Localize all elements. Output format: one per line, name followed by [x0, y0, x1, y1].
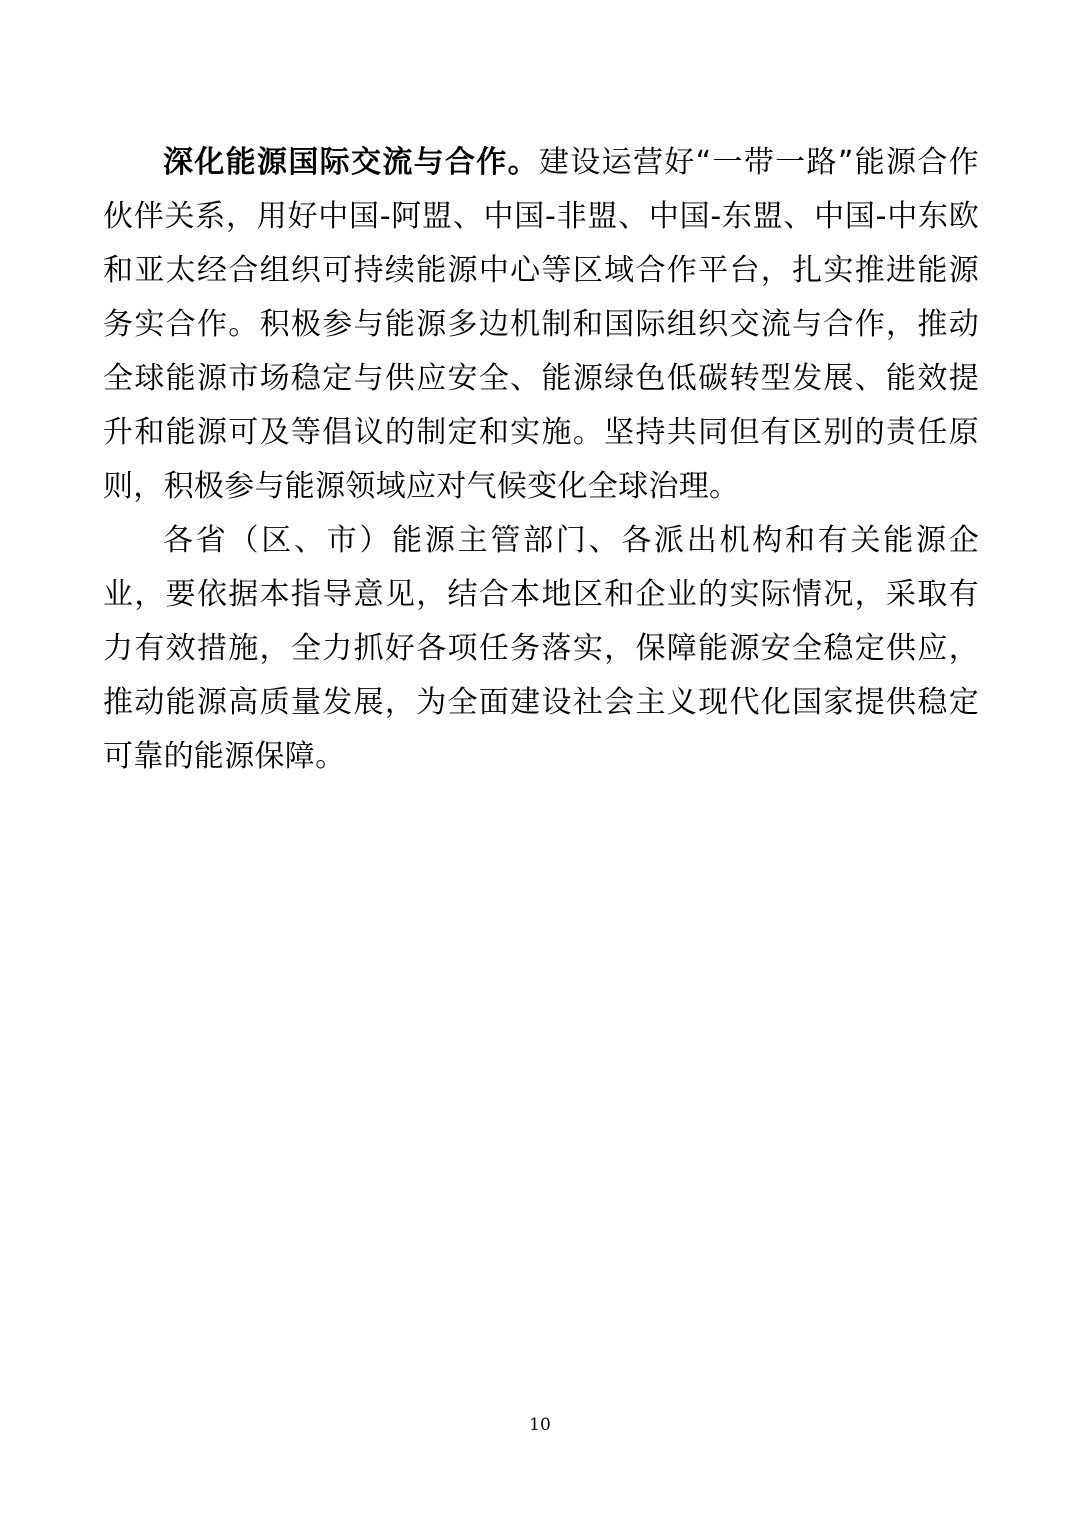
paragraph-implementation — [103, 514, 979, 784]
body-text — [103, 136, 979, 784]
paragraph-international-cooperation — [103, 136, 979, 514]
paragraph-body: 建设运营好“一带一路”能源合作伙伴关系，用好中国-阿盟、中国-非盟、中国-东盟、中国-中东欧和亚太经合组织可持续能源中心等区域合作平台，扎实推进能源务实合作。积极参与能源多边机制和国际组织交流与合作，推动全球能源市场稳定与供应安全、能源绿色低碳转型发展、能效提升和能源可及等倡议的制定和实施。坚持共同但有区别的责任原则，积极参与能源领域应对气候变化全球治理。 — [103, 145, 979, 504]
page-number: 10 — [529, 1415, 551, 1435]
paragraph-lead-heading: 深化能源国际交流与合作。 — [163, 145, 539, 180]
paragraph-body: 各省（区、市）能源主管部门、各派出机构和有关能源企业，要依据本指导意见，结合本地区和企业的实际情况，采取有力有效措施，全力抓好各项任务落实，保障能源安全稳定供应，推动能源高质量发展，为全面建设社会主义现代化国家提供稳定可靠的能源保障。 — [103, 523, 979, 774]
